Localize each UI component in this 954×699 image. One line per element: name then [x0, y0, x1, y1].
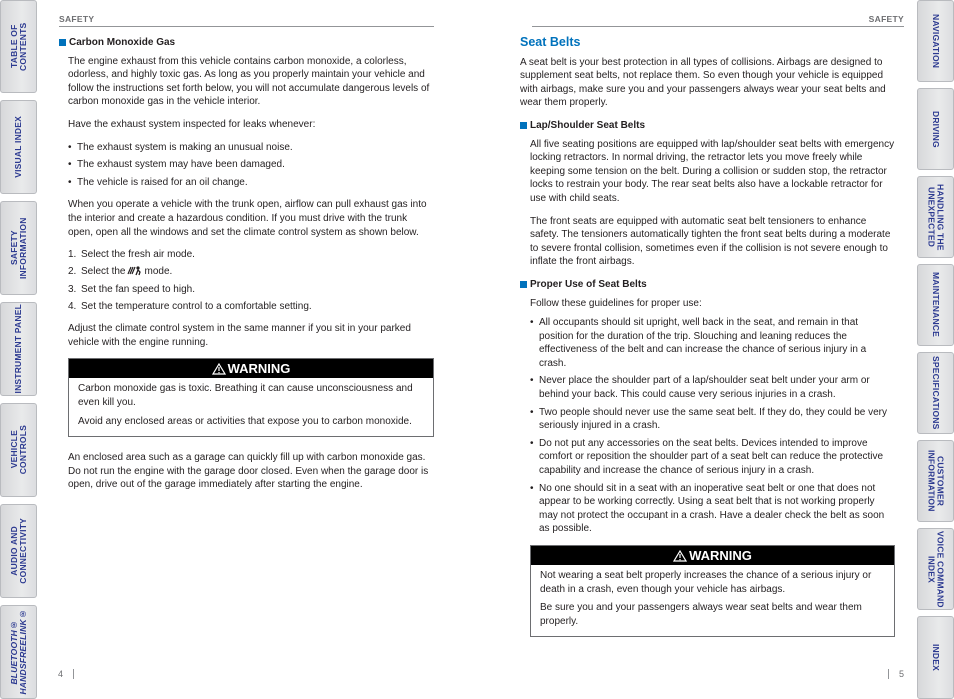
page-footer	[58, 669, 84, 679]
paragraph: The front seats are equipped with automatic seat belt tensioners to enhance safety. The tensioners automatically tighten the front seat belts during a moderate to severe frontal collision, sometimes even if the collision is not severe enough to inflate the front airbags.	[530, 215, 891, 268]
tab-label: SAFETY INFORMATION	[8, 217, 28, 279]
list-item	[68, 283, 434, 297]
running-head: SAFETY	[868, 14, 904, 24]
tab-label: HANDLING THE UNEXPECTED	[926, 183, 946, 251]
list-item	[68, 265, 434, 279]
left-page	[37, 0, 477, 699]
step-number: 1.	[68, 249, 77, 261]
list-item: • The exhaust system may have been damaged.	[68, 158, 434, 172]
tab-label: MAINTENANCE	[931, 272, 941, 338]
tab-label: VOICE COMMAND INDEX	[926, 530, 946, 608]
page-title: Seat Belts	[520, 35, 581, 49]
list-item: • Two people should never use the same seat belt. If they do, they could be very seriously injured in a crash.	[530, 406, 895, 433]
section-heading	[59, 36, 434, 50]
step-number: 3.	[68, 283, 77, 295]
footer-divider	[888, 669, 889, 679]
right-chapter-tabs	[917, 0, 954, 699]
running-head: SAFETY	[59, 14, 95, 24]
tab-navigation[interactable]	[917, 0, 954, 82]
tab-specifications[interactable]	[917, 352, 954, 434]
tab-label: TABLE OF CONTENTS	[8, 22, 28, 71]
paragraph: The engine exhaust from this vehicle contains carbon monoxide, a colorless, odorless, and highly toxic gas. As long as you properly maintain your vehicle and follow the instructions set forth below, you will not accumulate dangerous levels of carbon monoxide gas in the vehicle interior.	[68, 55, 430, 108]
blue-square-icon	[59, 39, 66, 46]
tab-bluetooth-handsfreelink[interactable]	[0, 605, 37, 699]
climate-steps-list	[68, 248, 434, 313]
right-page-content	[520, 36, 895, 651]
tab-voice-command-index[interactable]	[917, 528, 954, 610]
step-text: Set the fan speed to high.	[81, 283, 195, 295]
tab-label: VISUAL INDEX	[13, 116, 23, 178]
footer-divider	[73, 669, 74, 679]
tab-table-of-contents[interactable]	[0, 0, 37, 93]
paragraph: A seat belt is your best protection in all types of collisions. Airbags are designed to supplement seat belts, not replace them. So even though your vehicle is equipped with airbags, make sure you and your passengers always wear your seat belts and wear them properly.	[520, 56, 886, 109]
tab-instrument-panel[interactable]	[0, 302, 37, 396]
tab-label: INDEX	[931, 644, 941, 671]
tab-driving[interactable]	[917, 88, 954, 170]
list-item: • The vehicle is raised for an oil change.	[68, 176, 434, 190]
page-footer	[878, 669, 904, 679]
step-text: Select the fresh air mode.	[81, 249, 195, 261]
warning-label: WARNING	[689, 547, 752, 563]
list-item	[68, 248, 434, 262]
step-text: mode.	[144, 266, 173, 278]
warning-text: Carbon monoxide gas is toxic. Breathing it can cause unconsciousness and even kill you.	[78, 383, 413, 409]
warning-body	[69, 378, 433, 436]
tab-label: NAVIGATION	[931, 13, 941, 69]
warning-header	[69, 359, 433, 378]
list-item: • The exhaust system is making an unusual noise.	[68, 141, 434, 155]
warning-text: Avoid any enclosed areas or activities that expose you to carbon monoxide.	[78, 415, 412, 427]
list-item: • Never place the shoulder part of a lap/shoulder seat belt under your arm or behind your back. This could cause very serious injuries in a crash.	[530, 374, 895, 401]
warning-body	[531, 565, 894, 636]
subsection-title: Lap/Shoulder Seat Belts	[530, 119, 646, 131]
warning-text: Not wearing a seat belt properly increases the chance of a serious injury or death in a crash, even though your vehicle has airbags.	[540, 570, 872, 595]
warning-box	[68, 358, 434, 437]
tab-label: SPECIFICATIONS	[931, 356, 941, 430]
warning-text: Be sure you and your passengers always wear seat belts and wear them properly.	[540, 602, 862, 627]
page-number: 4	[58, 669, 64, 679]
step-number: 4.	[68, 300, 77, 312]
tab-customer-information[interactable]	[917, 440, 954, 522]
paragraph: Adjust the climate control system in the same manner if you sit in your parked vehicle with the engine running.	[68, 323, 411, 348]
blue-square-icon	[520, 281, 527, 288]
paragraph: Have the exhaust system inspected for leaks whenever:	[68, 118, 316, 130]
tab-label: BLUETOOTH® HANDSFREELINK®	[8, 609, 28, 695]
tab-safety-information[interactable]	[0, 201, 37, 295]
tab-audio-and-connectivity[interactable]	[0, 504, 37, 598]
paragraph: Follow these guidelines for proper use:	[530, 297, 702, 309]
section-title: Carbon Monoxide Gas	[69, 37, 176, 48]
warning-header	[531, 546, 894, 565]
paragraph: An enclosed area such as a garage can quickly fill up with carbon monoxide gas. Do not run the engine with the garage door closed. Even when the garage door is open, drive out of the garage immediately after starting the engine.	[68, 452, 429, 491]
warning-label: WARNING	[227, 361, 291, 377]
left-page-content	[59, 36, 434, 501]
tab-label: DRIVING	[931, 110, 941, 148]
step-text: Set the temperature control to a comfortable setting.	[81, 300, 312, 312]
list-item: • Do not put any accessories on the seat belts. Devices intended to improve comfort or reposition the shoulder part of a seat belt can reduce the protective capability and increase the chance of serious injury in a crash.	[530, 437, 895, 478]
header-rule	[532, 26, 904, 27]
header-rule	[59, 26, 434, 27]
right-page	[477, 0, 917, 699]
tab-vehicle-controls[interactable]	[0, 403, 37, 497]
blue-square-icon	[520, 122, 527, 129]
tab-label: AUDIO AND CONNECTIVITY	[8, 518, 28, 584]
tab-label: CUSTOMER INFORMATION	[926, 450, 946, 512]
tab-index[interactable]	[917, 616, 954, 699]
tab-visual-index[interactable]	[0, 100, 37, 194]
floor-defrost-mode-icon	[127, 265, 142, 276]
warning-triangle-icon	[673, 550, 687, 562]
subsection-heading	[520, 119, 895, 133]
subsection-title: Proper Use of Seat Belts	[530, 278, 647, 290]
page-number: 5	[898, 669, 904, 679]
paragraph: All five seating positions are equipped with lap/shoulder seat belts with emergency locking retractors. In normal driving, the retractor lets you move freely while keeping some tension on the belt. During a collision or sudden stop, the retractor locks to restrain your body. The rear seat belts also have a lockable retractor for use with child seats.	[530, 138, 895, 204]
paragraph: When you operate a vehicle with the trunk open, airflow can pull exhaust gas into the interior and create a hazardous condition. If you must drive with the trunk open, open all the windows and set the climate control system as shown below.	[68, 199, 427, 238]
step-number: 2.	[68, 266, 77, 278]
list-item: • All occupants should sit upright, well back in the seat, and remain in that position for the duration of the trip. Slouching and leaning reduces the effectiveness of the belt and can increase the chance of serious injury in a crash.	[530, 316, 895, 370]
warning-box	[530, 545, 895, 637]
tab-handling-the-unexpected[interactable]	[917, 176, 954, 258]
subsection-heading	[520, 278, 895, 292]
warning-triangle-icon	[212, 363, 226, 375]
list-item: • No one should sit in a seat with an inoperative seat belt or one that does not appear to be working correctly. Using a seat belt that is not working properly may not protect the occupant in a crash. Have a dealer check the belt as soon as possible.	[530, 482, 895, 536]
left-chapter-tabs	[0, 0, 37, 699]
list-item	[68, 300, 434, 314]
inspection-bullet-list	[68, 141, 434, 190]
seat-belt-guidelines-list	[530, 316, 895, 536]
tab-label: VEHICLE CONTROLS	[8, 425, 28, 475]
step-text: Select the	[81, 266, 126, 278]
tab-maintenance[interactable]	[917, 264, 954, 346]
tab-label: INSTRUMENT PANEL	[13, 304, 23, 394]
